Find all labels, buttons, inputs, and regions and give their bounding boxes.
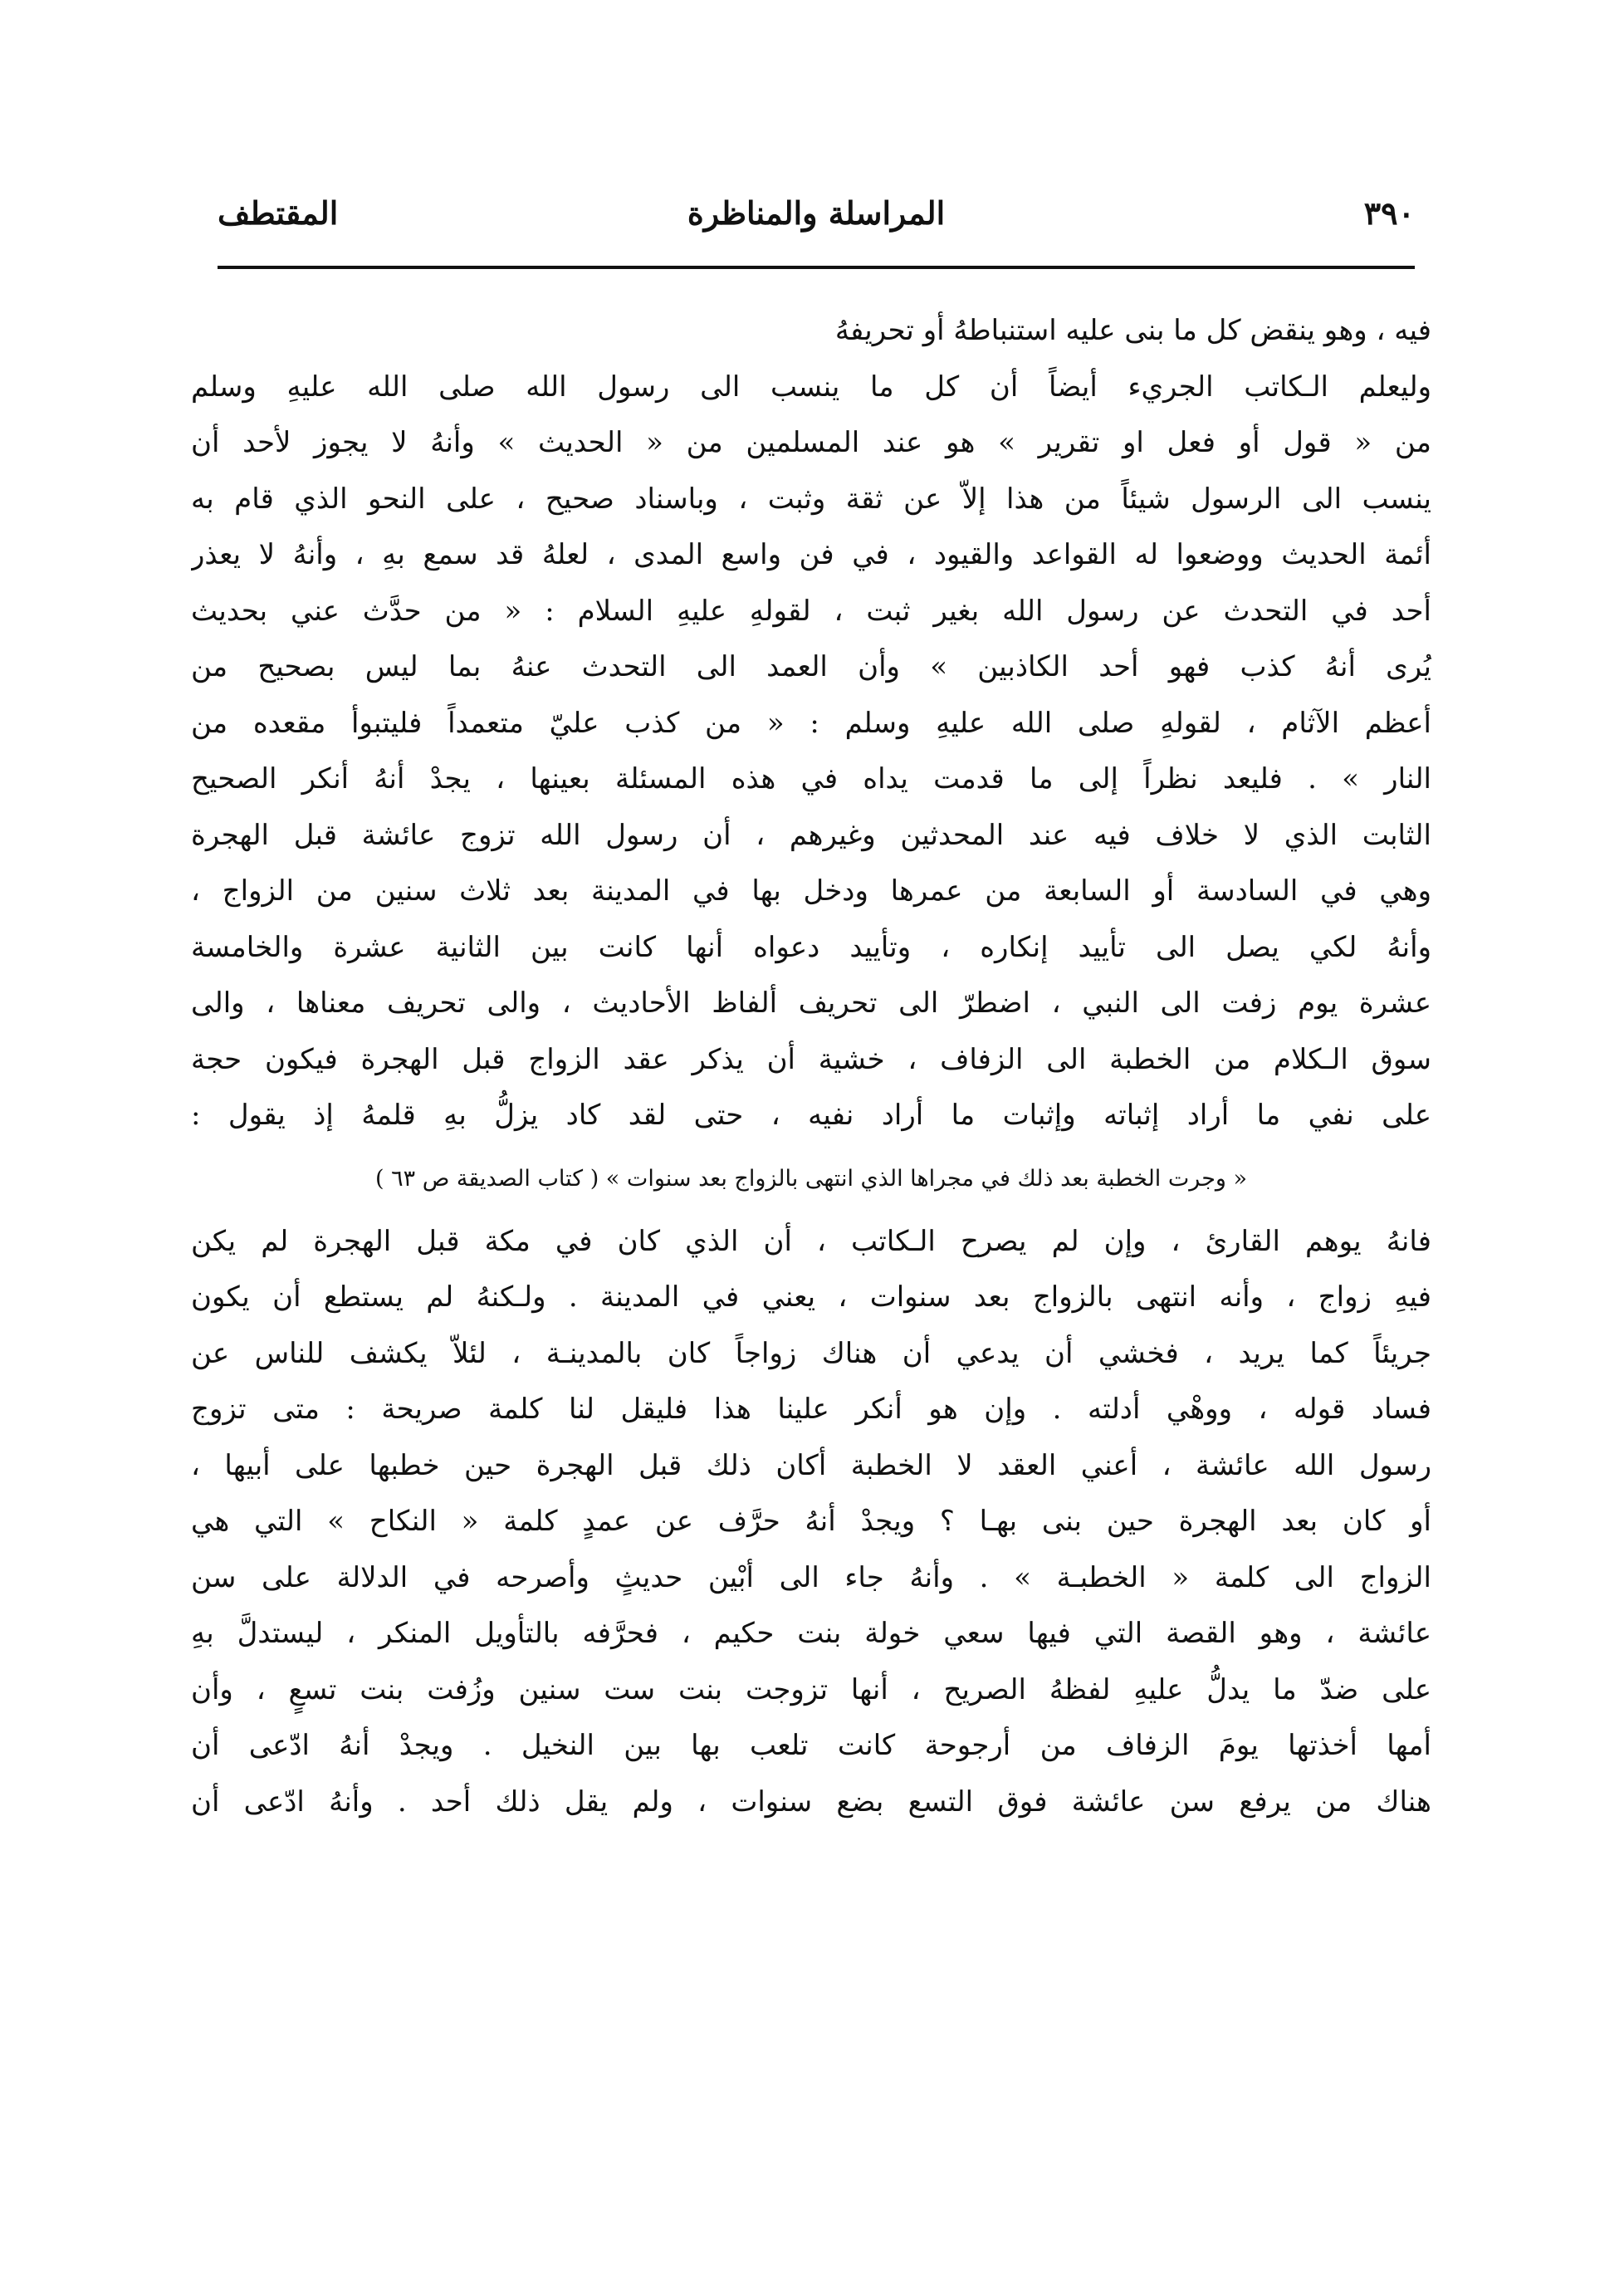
text-line: عشرة يوم زفت الى النبي ، اضطرّ الى تحريف ألفاظ الأحاديث ، والى تحريف معناها ، والى (191, 986, 1431, 1020)
text-line: أو كان بعد الهجرة حين بنى بهـا ؟ ويجدْ أنهُ حرَّف عن عمدٍ كلمة « النكاح » التي هي (191, 1505, 1431, 1538)
text-line: أمها أخذتها يومَ الزفاف من أرجوحة كانت تلعب بها بين النخيل . ويجدْ أنهُ ادّعى أن (191, 1729, 1431, 1762)
text-line: من « قول أو فعل او تقرير » هو عند المسلمين من « الحديث » وأنهُ لا يجوز لأحد أن (191, 426, 1431, 459)
text-line: فانهُ يوهم القارئ ، وإن لم يصرح الـكاتب ، أن الذي كان في مكة قبل الهجرة لم يكن (191, 1224, 1431, 1258)
paragraph-3 (191, 1214, 1431, 1831)
header-rule (218, 266, 1415, 269)
body-text (191, 303, 1431, 1830)
paragraph-2 (191, 360, 1431, 1144)
paragraph-1 (191, 303, 1431, 360)
text-line: ينسب الى الرسول شيئاً من هذا إلاّ عن ثقة وثبت ، وباسناد صحيح ، على النحو الذي قام به (191, 482, 1431, 516)
text-line: أئمة الحديث ووضعوا له القواعد والقيود ، في فن واسع المدى ، لعلهُ قد سمع بهِ ، وأنهُ لا يعذر (191, 538, 1431, 571)
text-line: فيهِ زواج ، وأنه انتهى بالزواج بعد سنوات ، يعني في المدينة . ولـكنهُ لم يستطع أن يكون (191, 1280, 1431, 1314)
text-line: وليعلم الـكاتب الجريء أيضاً أن كل ما ينسب الى رسول الله صلى الله عليهِ وسلم (191, 370, 1431, 404)
block-quote: « وجرت الخطبة بعد ذلك في مجراها الذي انتهى بالزواج بعد سنوات » ( كتاب الصديقة ص ٦٣ ) (374, 1165, 1248, 1192)
page-header (218, 184, 1415, 242)
text-line: وأنهُ لكي يصل الى تأييد إنكاره ، وتأييد دعواه أنها كانت بين الثانية عشرة والخامسة (191, 930, 1431, 964)
text-line: على نفي ما أراد إثباته وإثبات ما أراد نفيه ، حتى لقد كاد يزلُّ بهِ قلمهُ إذ يقول : (191, 1099, 1431, 1132)
text-line: على ضدّ ما يدلُّ عليهِ لفظهُ الصريح ، أنها تزوجت بنت ست سنين وزُفت بنت تسعٍ ، وأن (191, 1672, 1431, 1706)
text-line: فساد قوله ، ووهْي أدلته . وإن هو أنكر علينا هذا فليقل لنا كلمة صريحة : متى تزوج (191, 1393, 1431, 1426)
text-line: عائشة ، وهو القصة التي فيها سعي خولة بنت حكيم ، فحرَّفه بالتأويل المنكر ، ليستدلَّ بهِ (191, 1617, 1431, 1650)
text-line: رسول الله عائشة ، أعني العقد لا الخطبة أكان ذلك قبل الهجرة حين خطبها على أبيها ، (191, 1448, 1431, 1482)
section-title: المراسلة والمناظرة (687, 194, 946, 232)
journal-name: المقتطف (218, 194, 339, 232)
text-line: جريئاً كما يريد ، فخشي أن يدعي أن هناك زواجاً كان بالمدينـة ، لئلاّ يكشف للناس عن (191, 1336, 1431, 1370)
page-number: ٣٩٠ (1363, 194, 1415, 232)
text-line: سوق الـكلام من الخطبة الى الزفاف ، خشية أن يذكر عقد الزواج قبل الهجرة فيكون حجة (191, 1042, 1431, 1076)
text-line: أعظم الآثام ، لقولهِ صلى الله عليهِ وسلم : « من كذب عليّ متعمداً فليتبوأ مقعده من (191, 706, 1431, 740)
text-line: النار » . فليعد نظراً إلى ما قدمت يداه في هذه المسئلة بعينها ، يجدْ أنهُ أنكر الصحيح (191, 762, 1431, 795)
text-line: يُرى أنهُ كذب فهو أحد الكاذبين » وأن العمد الى التحدث عنهُ بما ليس بصحيح من (191, 650, 1431, 683)
text-line: هناك من يرفع سن عائشة فوق التسع بضع سنوات ، ولم يقل ذلك أحد . وأنهُ ادّعى أن (191, 1784, 1431, 1819)
text-line: الزواج الى كلمة « الخطبـة » . وأنهُ جاء الى أبْين حديثٍ وأصرحه في الدلالة على سن (191, 1560, 1431, 1594)
text-line: فيه ، وهو ينقض كل ما بنى عليه استنباطهُ أو تحريفهُ (834, 314, 1431, 347)
text-line: وهي في السادسة أو السابعة من عمرها ودخل بها في المدينة بعد ثلاث سنين من الزواج ، (191, 874, 1431, 908)
text-line: أحد في التحدث عن رسول الله بغير ثبت ، لقولهِ عليهِ السلام : « من حدَّث عني بحديث (191, 594, 1431, 628)
text-line: الثابت الذي لا خلاف فيه عند المحدثين وغيرهم ، أن رسول الله تزوج عائشة قبل الهجرة (191, 818, 1431, 852)
